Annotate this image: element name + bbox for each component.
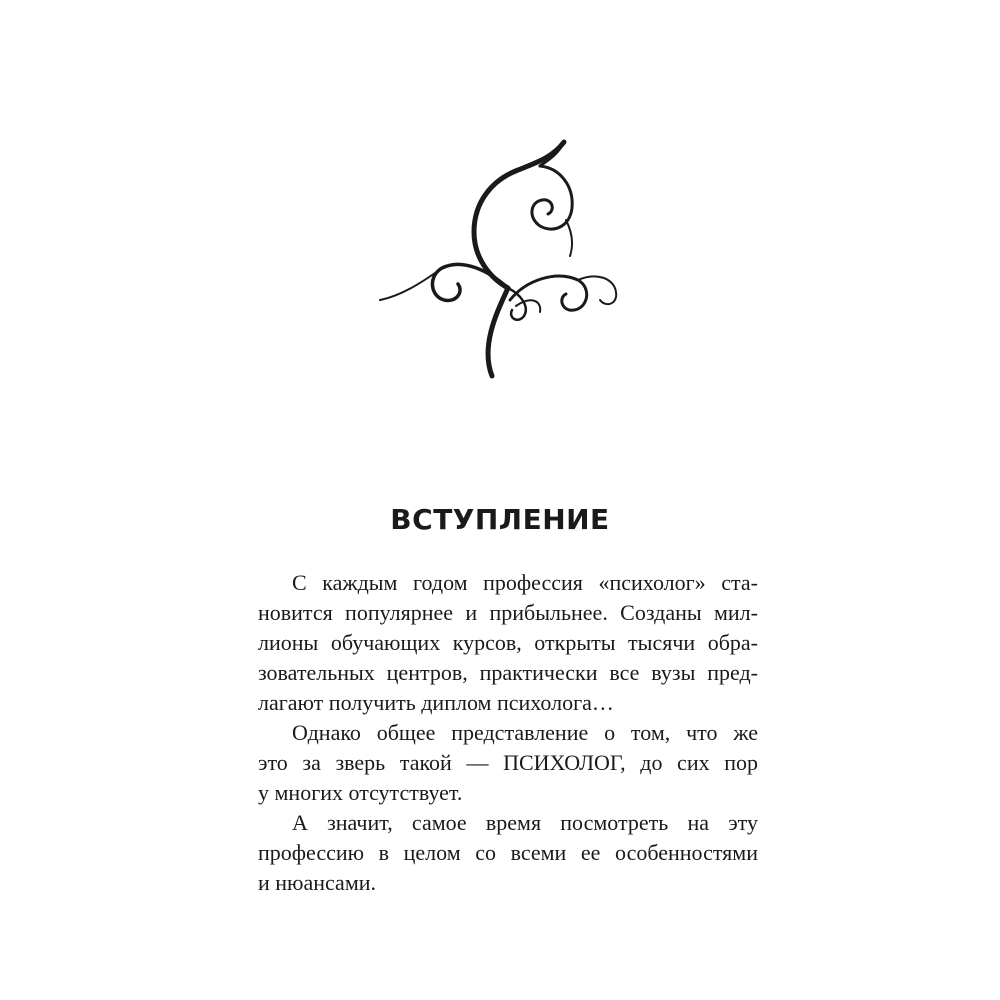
chapter-body — [258, 568, 758, 898]
text-line: зовательных центров, практически все вузы пред- — [258, 660, 758, 685]
text-line: Однако общее представление о том, что же — [292, 720, 758, 745]
text-line: С каждым годом профессия «психолог» ста- — [292, 570, 758, 595]
text-line: новится популярнее и прибыльнее. Созданы мил- — [258, 600, 758, 625]
text-line: у многих отсутствует. — [258, 780, 463, 805]
text-line: лагают получить диплом психолога… — [258, 690, 614, 715]
chapter-title: ВСТУПЛЕНИЕ — [390, 503, 610, 536]
paragraph — [258, 718, 758, 808]
flourish-vine-icon — [370, 130, 630, 385]
text-line: профессию в целом со всеми ее особенностями — [258, 840, 758, 865]
paragraph — [258, 808, 758, 898]
text-line: это за зверь такой — ПСИХОЛОГ, до сих пор — [258, 750, 758, 775]
paragraph — [258, 568, 758, 718]
text-line: лионы обучающих курсов, открыты тысячи обра- — [258, 630, 758, 655]
text-line: А значит, самое время посмотреть на эту — [292, 810, 758, 835]
text-line: и нюансами. — [258, 870, 377, 895]
